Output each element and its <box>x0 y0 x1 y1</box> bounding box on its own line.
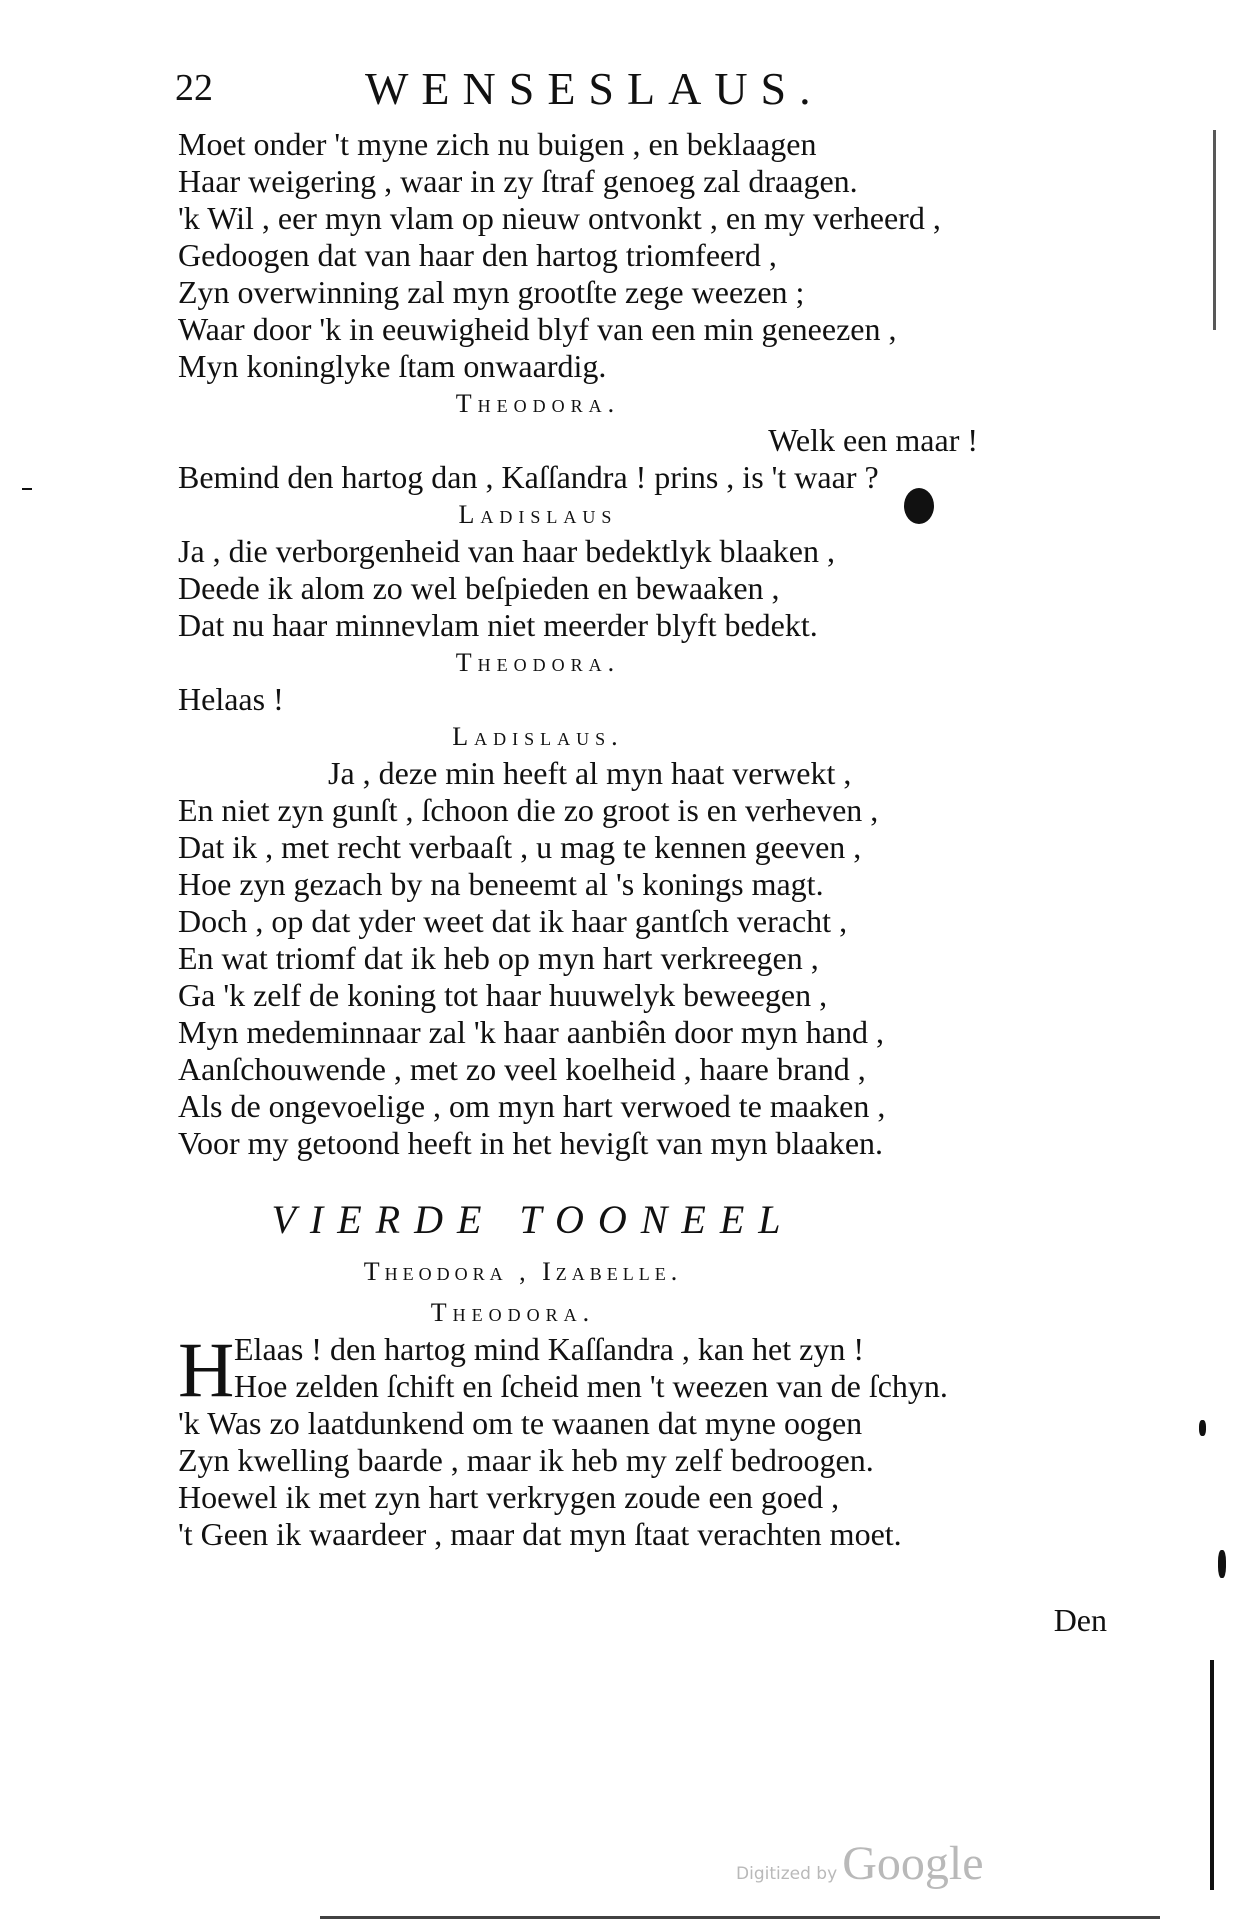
scene-heading: VIERDE TOONEEL <box>271 1197 795 1242</box>
verse-line: Waar door 'k in eeuwigheid blyf van een min geneezen , <box>178 311 897 347</box>
verse-line: En niet zyn gunſt , ſchoon die zo groot is en verheven , <box>178 792 879 828</box>
verse-line: Aanſchouwende , met zo veel koelheid , haare brand , <box>178 1051 866 1087</box>
verse-line: 't Geen ik waardeer , maar dat myn ſtaat verachten moet. <box>178 1516 902 1552</box>
scene-cast: Theodora , Izabelle. <box>363 1257 683 1286</box>
verse-line: Doch , op dat yder weet dat ik haar gantſch veracht , <box>178 903 848 939</box>
speaker-name: Theodora. <box>430 1298 596 1327</box>
verse-line: Hoewel ik met zyn hart verkrygen zoude een goed , <box>178 1479 840 1515</box>
verse-text: Elaas ! den hartog mind Kaſſandra , kan het zyn ! <box>234 1331 864 1367</box>
digitized-watermark <box>736 1836 984 1891</box>
verse-line: 'k Wil , eer myn vlam op nieuw ontvonkt , en my verheerd , <box>178 200 941 236</box>
watermark-logo: Google <box>842 1837 984 1890</box>
page-header <box>175 62 935 122</box>
verse-line: Ja , deze min heeft al myn haat verwekt , <box>328 755 852 791</box>
verse-line: Zyn overwinning zal myn grootſte zege weezen ; <box>178 274 805 310</box>
page-edge-mark <box>1218 1550 1226 1578</box>
verse-line: Hoe zyn gezach by na beneemt al 's konings magt. <box>178 866 824 902</box>
speaker-name: Theodora. <box>455 389 621 418</box>
verse-line: Myn medeminnaar zal 'k haar aanbiên door myn hand , <box>178 1014 884 1050</box>
speaker-name: Ladislaus. <box>452 722 624 751</box>
verse-line: Myn koninglyke ſtam onwaardig. <box>178 348 607 384</box>
drop-cap: H <box>178 1326 235 1413</box>
verse-line: Helaas ! <box>178 681 284 717</box>
verse-line: Dat nu haar minnevlam niet meerder blyft bedekt. <box>178 607 818 643</box>
page-edge-mark <box>22 488 32 490</box>
speaker-name: Ladislaus <box>458 500 618 529</box>
watermark-prefix: Digitized by <box>736 1864 838 1884</box>
verse-line: Hoe zelden ſchift en ſcheid men 't weezen van de ſchyn. <box>234 1368 948 1404</box>
verse-line: Zyn kwelling baarde , maar ik heb my zelf bedroogen. <box>178 1442 874 1478</box>
verse-line: Haar weigering , waar in zy ſtraf genoeg zal draagen. <box>178 163 858 199</box>
verse-line: Ga 'k zelf de koning tot haar huuwelyk beweegen , <box>178 977 828 1013</box>
running-title: WENSESLAUS. <box>365 63 824 114</box>
page-number: 22 <box>175 67 213 109</box>
catchword: Den <box>1053 1602 1107 1638</box>
ink-blot <box>904 488 934 524</box>
verse-line: En wat triomf dat ik heb op myn hart verkreegen , <box>178 940 819 976</box>
page-edge-mark <box>1213 130 1216 330</box>
page-edge-mark <box>320 1916 1160 1919</box>
verse-line: Moet onder 't myne zich nu buigen , en beklaagen <box>178 126 817 162</box>
verse-line: Gedoogen dat van haar den hartog triomfeerd , <box>178 237 777 273</box>
verse-line: 'k Was zo laatdunkend om te waanen dat myne oogen <box>178 1405 863 1441</box>
verse-line: Welk een maar ! <box>768 422 978 458</box>
verse-line: Voor my getoond heeft in het hevigſt van myn blaaken. <box>178 1125 884 1161</box>
speaker-name: Theodora. <box>455 648 621 677</box>
verse-line: Ja , die verborgenheid van haar bedektlyk blaaken , <box>178 533 835 569</box>
verse-line: Bemind den hartog dan , Kaſſandra ! prins , is 't waar ? <box>178 459 879 495</box>
verse-line: Als de ongevoelige , om myn hart verwoed te maaken , <box>178 1088 886 1124</box>
page-edge-mark <box>1210 1660 1214 1890</box>
verse-line: Dat ik , met recht verbaaſt , u mag te kennen geeven , <box>178 829 862 865</box>
verse-line: Deede ik alom zo wel beſpieden en bewaaken , <box>178 570 780 606</box>
page-edge-mark <box>1199 1420 1206 1436</box>
text-block <box>178 126 1098 1553</box>
